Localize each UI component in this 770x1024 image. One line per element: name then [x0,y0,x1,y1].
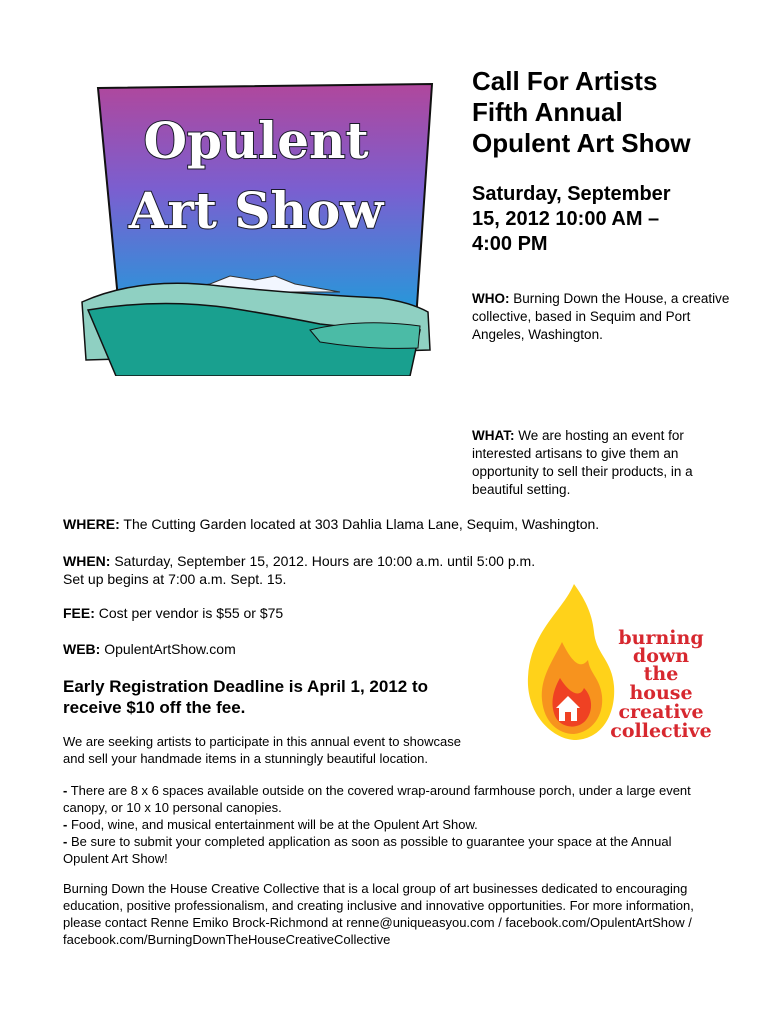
page-title [472,66,762,159]
seeking-artists-text [63,733,503,767]
seeking-line: and sell your handmade items in a stunningly beautiful location. [63,751,428,766]
registration-deadline [63,676,493,718]
bdth-word: house [629,682,693,704]
fee-text: Cost per vendor is $55 or $75 [94,605,284,621]
when-text: Saturday, September 15, 2012. Hours are 10:00 a.m. until 5:00 p.m. [110,553,536,569]
where-text: The Cutting Garden located at 303 Dahlia Llama Lane, Sequim, Washington. [119,516,600,532]
web-link[interactable]: OpulentArtShow.com [100,641,236,657]
bdth-word: burning [618,627,704,649]
title-line: Fifth Annual [472,97,623,127]
what-text: We are hosting an event for interested artisans to give them an opportunity to sell their products, in a beautiful setting. [472,428,693,497]
details-list [63,782,713,867]
burning-down-the-house-logo [522,582,722,742]
bullet-text: Be sure to submit your completed application as soon as possible to guarantee your space at the Annual Opulent Art Show! [63,834,672,866]
logo-title-line2: Art Show [128,181,384,240]
bullet-dash: - [63,783,68,798]
when-setup-text: Set up begins at 7:00 a.m. Sept. 15. [63,571,287,587]
where-section [63,515,743,533]
fee-label: FEE: [63,605,95,621]
fee-section [63,604,463,622]
what-section [472,427,742,499]
what-label: WHAT: [472,428,515,443]
bdth-word: down [632,645,690,667]
date-line: 15, 2012 10:00 AM – [472,208,660,230]
where-label: WHERE: [63,516,120,532]
bullet-dash: - [63,834,68,849]
bdth-word: creative [618,701,704,723]
bdth-word: the [643,663,679,685]
list-item [63,833,713,867]
title-line: Opulent Art Show [472,128,691,158]
date-line: Saturday, September [472,183,671,205]
who-text: Burning Down the House, a creative collective, based in Sequim and Port Angeles, Washington. [472,291,730,342]
when-label: WHEN: [63,553,111,569]
web-section [63,640,463,658]
about-collective-text: Burning Down the House Creative Collective that is a local group of art businesses dedicated to encouraging education, positive professionalism, and creating inclusive and innovative opportunities. For more information, please contact Renne Emiko Brock-Richmond at renne@uniqueasyou.com / facebook.com/OpulentArtShow / facebook.com/BurningDownTheHouseCreativeCollective [63,881,694,947]
seeking-line: We are seeking artists to participate in this annual event to showcase [63,734,461,749]
bullet-dash: - [63,817,68,832]
title-line: Call For Artists [472,66,658,96]
bullet-text: Food, wine, and musical entertainment will be at the Opulent Art Show. [67,817,478,832]
opulent-art-show-logo [80,80,436,376]
logo-title-line1: Opulent [143,111,369,170]
list-item [63,816,713,833]
date-line: 4:00 PM [472,233,548,255]
list-item [63,782,713,816]
who-label: WHO: [472,291,510,306]
event-date [472,182,762,257]
bullet-text: There are 8 x 6 spaces available outside on the covered wrap-around farmhouse porch, under a large event canopy, or 10 x 10 personal canopies. [63,783,691,815]
who-section [472,290,742,344]
web-label: WEB: [63,641,101,657]
deadline-line: Early Registration Deadline is April 1, 2012 to [63,677,428,696]
deadline-line: receive $10 off the fee. [63,698,246,717]
bdth-word: collective [610,720,712,742]
